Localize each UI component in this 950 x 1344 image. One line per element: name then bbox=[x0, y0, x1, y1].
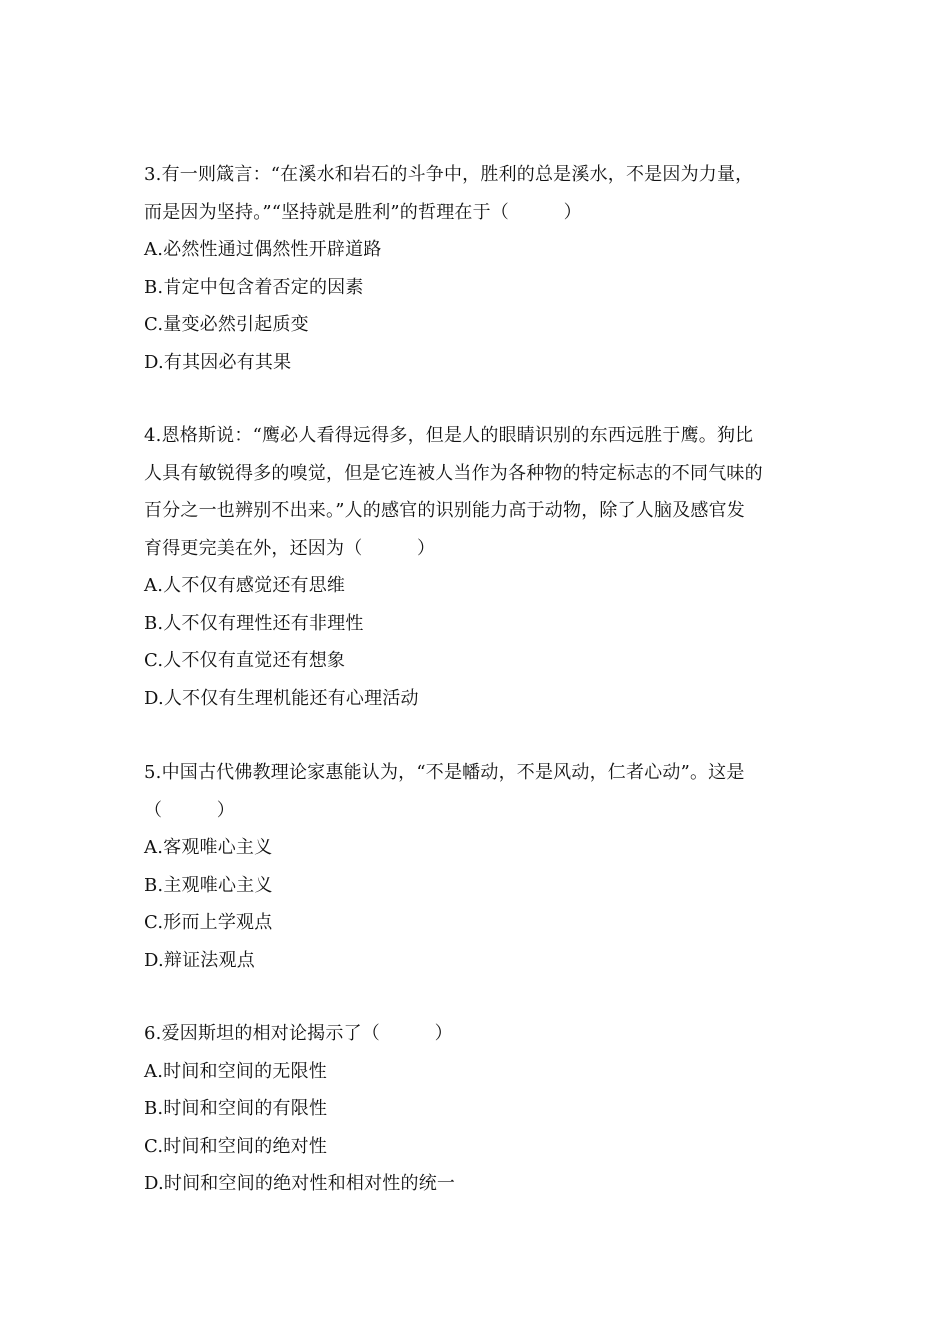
option-c: C.人不仅有直觉还有想象 bbox=[144, 650, 346, 671]
option-a: A.必然性通过偶然性开辟道路 bbox=[144, 239, 382, 260]
option-b: B.时间和空间的有限性 bbox=[144, 1098, 328, 1119]
question-stem-line: （ ） bbox=[144, 799, 235, 821]
option-d: D.时间和空间的绝对性和相对性的统一 bbox=[144, 1173, 456, 1194]
option-a: A.客观唯心主义 bbox=[144, 837, 273, 858]
question-3 bbox=[144, 156, 809, 381]
question-stem-line: 3.有一则箴言：“在溪水和岩石的斗争中，胜利的总是溪水，不是因为力量， bbox=[144, 164, 754, 185]
option-b: B.人不仅有理性还有非理性 bbox=[144, 612, 364, 634]
option-d: D.辩证法观点 bbox=[144, 949, 255, 971]
question-stem-line: 百分之一也辨别不出来。”人的感官的识别能力高于动物，除了人脑及感官发 bbox=[144, 500, 745, 521]
option-b: B.主观唯心主义 bbox=[144, 874, 273, 896]
option-a: A.人不仅有感觉还有思维 bbox=[144, 575, 346, 596]
question-4 bbox=[144, 417, 809, 717]
option-c: C.量变必然引起质变 bbox=[144, 314, 309, 335]
option-c: C.时间和空间的绝对性 bbox=[144, 1135, 328, 1157]
question-stem-line: 4.恩格斯说：“鹰必人看得远得多，但是人的眼睛识别的东西远胜于鹰。狗比 bbox=[144, 425, 754, 446]
question-stem-line: 6.爱因斯坦的相对论揭示了（ ） bbox=[144, 1023, 453, 1044]
question-stem-line: 而是因为坚持。”“坚持就是胜利”的哲理在于（ ） bbox=[144, 201, 582, 223]
option-b: B.肯定中包含着否定的因素 bbox=[144, 276, 364, 298]
option-d: D.人不仅有生理机能还有心理活动 bbox=[144, 687, 419, 709]
question-6 bbox=[144, 1015, 809, 1203]
option-d: D.有其因必有其果 bbox=[144, 351, 292, 373]
option-c: C.形而上学观点 bbox=[144, 912, 273, 933]
question-5 bbox=[144, 754, 809, 979]
question-stem-line: 育得更完美在外，还因为（ ） bbox=[144, 537, 436, 559]
question-stem-line: 5.中国古代佛教理论家惠能认为，“不是幡动，不是风动，仁者心动”。这是 bbox=[144, 762, 745, 783]
option-a: A.时间和空间的无限性 bbox=[144, 1060, 327, 1082]
question-stem-line: 人具有敏锐得多的嗅觉，但是它连被人当作为各种物的特定标志的不同气味的 bbox=[144, 462, 763, 484]
